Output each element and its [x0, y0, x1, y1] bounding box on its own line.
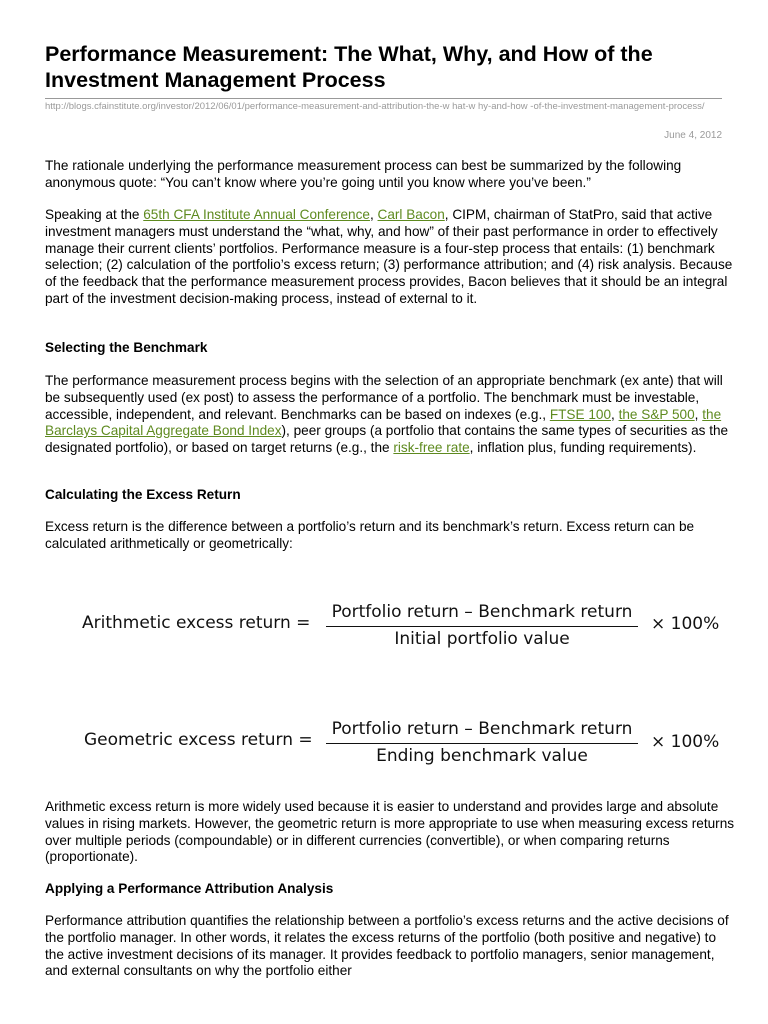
attribution-heading: Applying a Performance Attribution Analysis [45, 881, 334, 896]
text-run: The performance measurement process begins with the selection of an appropriate benchmark (ex ante) that will be subsequently used (ex post) to assess the performance of a portfolio. The benchmark must be investable, accessible, independent, and relevant. Benchmarks can be based on indexes (e.g., [45, 373, 723, 422]
intro-paragraph: The rationale underlying the performance measurement process can best be summarized by the following anonymous quote: “You can’t know where you’re going until you know where you’ve been.” [45, 158, 682, 190]
text-run: ), peer groups (a portfolio that contains the same types of securities as the designated portfolio), or based on target returns (e.g., the [45, 423, 729, 456]
conference-paragraph [45, 207, 735, 308]
text-run: , inflation plus, funding requirements). [469, 440, 697, 456]
fraction-bar [326, 743, 638, 744]
carl-bacon-link[interactable]: Carl Bacon [377, 207, 445, 222]
title-divider [45, 98, 722, 99]
risk-free-rate-link[interactable]: risk-free rate [393, 440, 470, 456]
text-run: Speaking at the [45, 207, 144, 222]
sp500-link[interactable]: the S&P 500 [618, 406, 695, 422]
text-run: , [611, 406, 619, 422]
benchmark-heading: Selecting the Benchmark [45, 340, 208, 355]
conference-link[interactable]: 65th CFA Institute Annual Conference [143, 207, 370, 222]
fraction-bar [326, 626, 638, 627]
text-run: , [369, 207, 378, 222]
attribution-paragraph: Performance attribution quantifies the relationship between a portfolio’s excess returns and the active decisions of the portfolio manager. In other words, it relates the excess returns of the portfolio (both positive and negative) to the active investment decisions of its manager. It provides feedback to portfolio managers, senior management, and external consultants on why the portfolio either [45, 913, 729, 979]
arithmetic-formula [0, 600, 768, 660]
excess-return-paragraph: Excess return is the difference between a portfolio’s return and its benchmark’s return. Excess return can be calculated arithmetically or geometrically: [45, 519, 695, 551]
formula-multiplier: × 100% [651, 614, 720, 634]
publish-date: June 4, 2012 [664, 130, 722, 141]
formula-lhs: Arithmetic excess return = [82, 613, 311, 633]
barclays-link[interactable]: the Barclays Capital Aggregate Bond Index [45, 406, 722, 439]
article-title: Performance Measurement: The What, Why, and How of the Investment Management Process [45, 42, 653, 92]
formula-denominator: Initial portfolio value [394, 629, 570, 649]
formula-numerator: Portfolio return – Benchmark return [331, 602, 633, 622]
formula-lhs: Geometric excess return = [84, 730, 313, 750]
formula-multiplier: × 100% [651, 732, 720, 752]
formula-numerator: Portfolio return – Benchmark return [331, 719, 633, 739]
geometric-formula [0, 717, 768, 777]
excess-return-heading: Calculating the Excess Return [45, 487, 241, 502]
arithmetic-paragraph: Arithmetic excess return is more widely used because it is easier to understand and provides large and absolute values in rising markets. However, the geometric return is more appropriate to use when measuring excess returns over multiple periods (compoundable) or in different currencies (convertible), or when comparing returns (proportionate). [45, 799, 735, 865]
source-url: http://blogs.cfainstitute.org/investor/2012/06/01/performance-measurement-and-attribution-the-w hat-w hy-and-how -of-the-investment-management-process/ [45, 101, 705, 112]
formula-denominator: Ending benchmark value [376, 746, 588, 766]
benchmark-paragraph [45, 373, 735, 457]
ftse-link[interactable]: FTSE 100 [549, 406, 612, 422]
text-run: , CIPM, chairman of StatPro, said that active investment managers must understand the “what, why, and how” of their past performance in order to effectively manage their current clients’ portfolios. Performance measure is a four-step process that entails: (1) benchmark selection; (2) calculation of the portfolio’s excess return; (3) performance attribution; and (4) risk analysis. Because of the feedback that the performance measurement process provides, Bacon believes that it should be an integral part of the investment decision-making process, instead of external to it. [45, 207, 733, 306]
text-run: , [694, 406, 703, 422]
